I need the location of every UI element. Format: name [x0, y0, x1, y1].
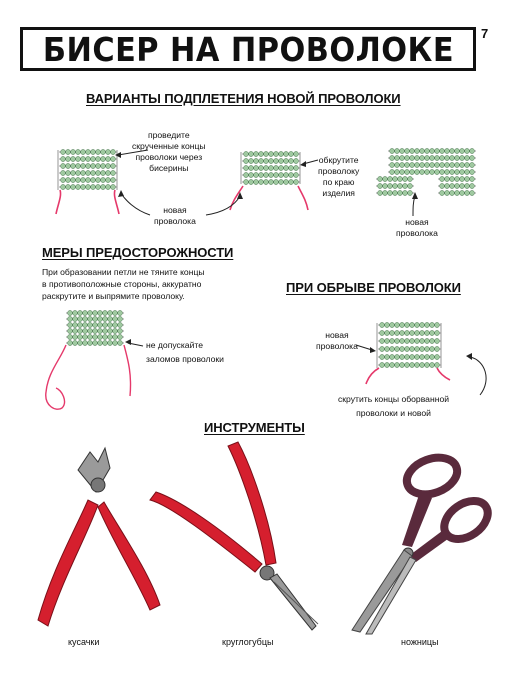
caution-text-line: в противоположные стороны, аккуратно [42, 279, 202, 289]
caution-heading: МЕРЫ ПРЕДОСТОРОЖНОСТИ [42, 245, 234, 260]
page-number: 7 [481, 26, 489, 41]
break-twist-line: проволоки и новой [356, 408, 431, 418]
tool-label-round-nose-pliers: круглогубцы [222, 637, 274, 647]
variant2-note-line: обкрутите [318, 155, 359, 165]
new-wire-line: проволока [154, 216, 196, 226]
break-twist-line: скрутить концы оборванной [338, 394, 450, 404]
variant1-note-line: проведите [147, 130, 190, 140]
new-wire-line: проволока [396, 228, 438, 238]
new-wire-line: новая [325, 330, 349, 340]
variant2-note-line: проволоку [318, 166, 360, 176]
caution-note-line: не допускайте [146, 340, 204, 350]
round-nose-pliers-icon [150, 442, 318, 630]
tool-label-cutters: кусачки [68, 637, 100, 647]
variant1-note-line: бисерины [149, 163, 189, 173]
new-wire-line: новая [405, 217, 429, 227]
tools-heading: ИНСТРУМЕНТЫ [204, 420, 305, 435]
caution-text-line: раскрутите и выпрямите проволоку. [42, 291, 185, 301]
variant1-note-line: скрученные концы [132, 141, 206, 151]
tool-label-scissors: ножницы [401, 637, 439, 647]
variant2-note-line: изделия [322, 188, 355, 198]
break-heading: ПРИ ОБРЫВЕ ПРОВОЛОКИ [286, 280, 461, 295]
new-wire-line: проволока [316, 341, 358, 351]
variant2-note-line: по краю [322, 177, 355, 187]
caution-text-line: При образовании петли не тяните концы [42, 267, 205, 277]
variants-heading: ВАРИАНТЫ ПОДПЛЕТЕНИЯ НОВОЙ ПРОВОЛОКИ [86, 91, 401, 106]
page-title: БИСЕР НА ПРОВОЛОКЕ [42, 29, 454, 69]
variant1-note-line: проволоки через [135, 152, 203, 162]
caution-note-line: заломов проволоки [146, 354, 224, 364]
new-wire-line: новая [163, 205, 187, 215]
cutters-icon [38, 448, 160, 626]
scissors-icon [352, 451, 495, 634]
